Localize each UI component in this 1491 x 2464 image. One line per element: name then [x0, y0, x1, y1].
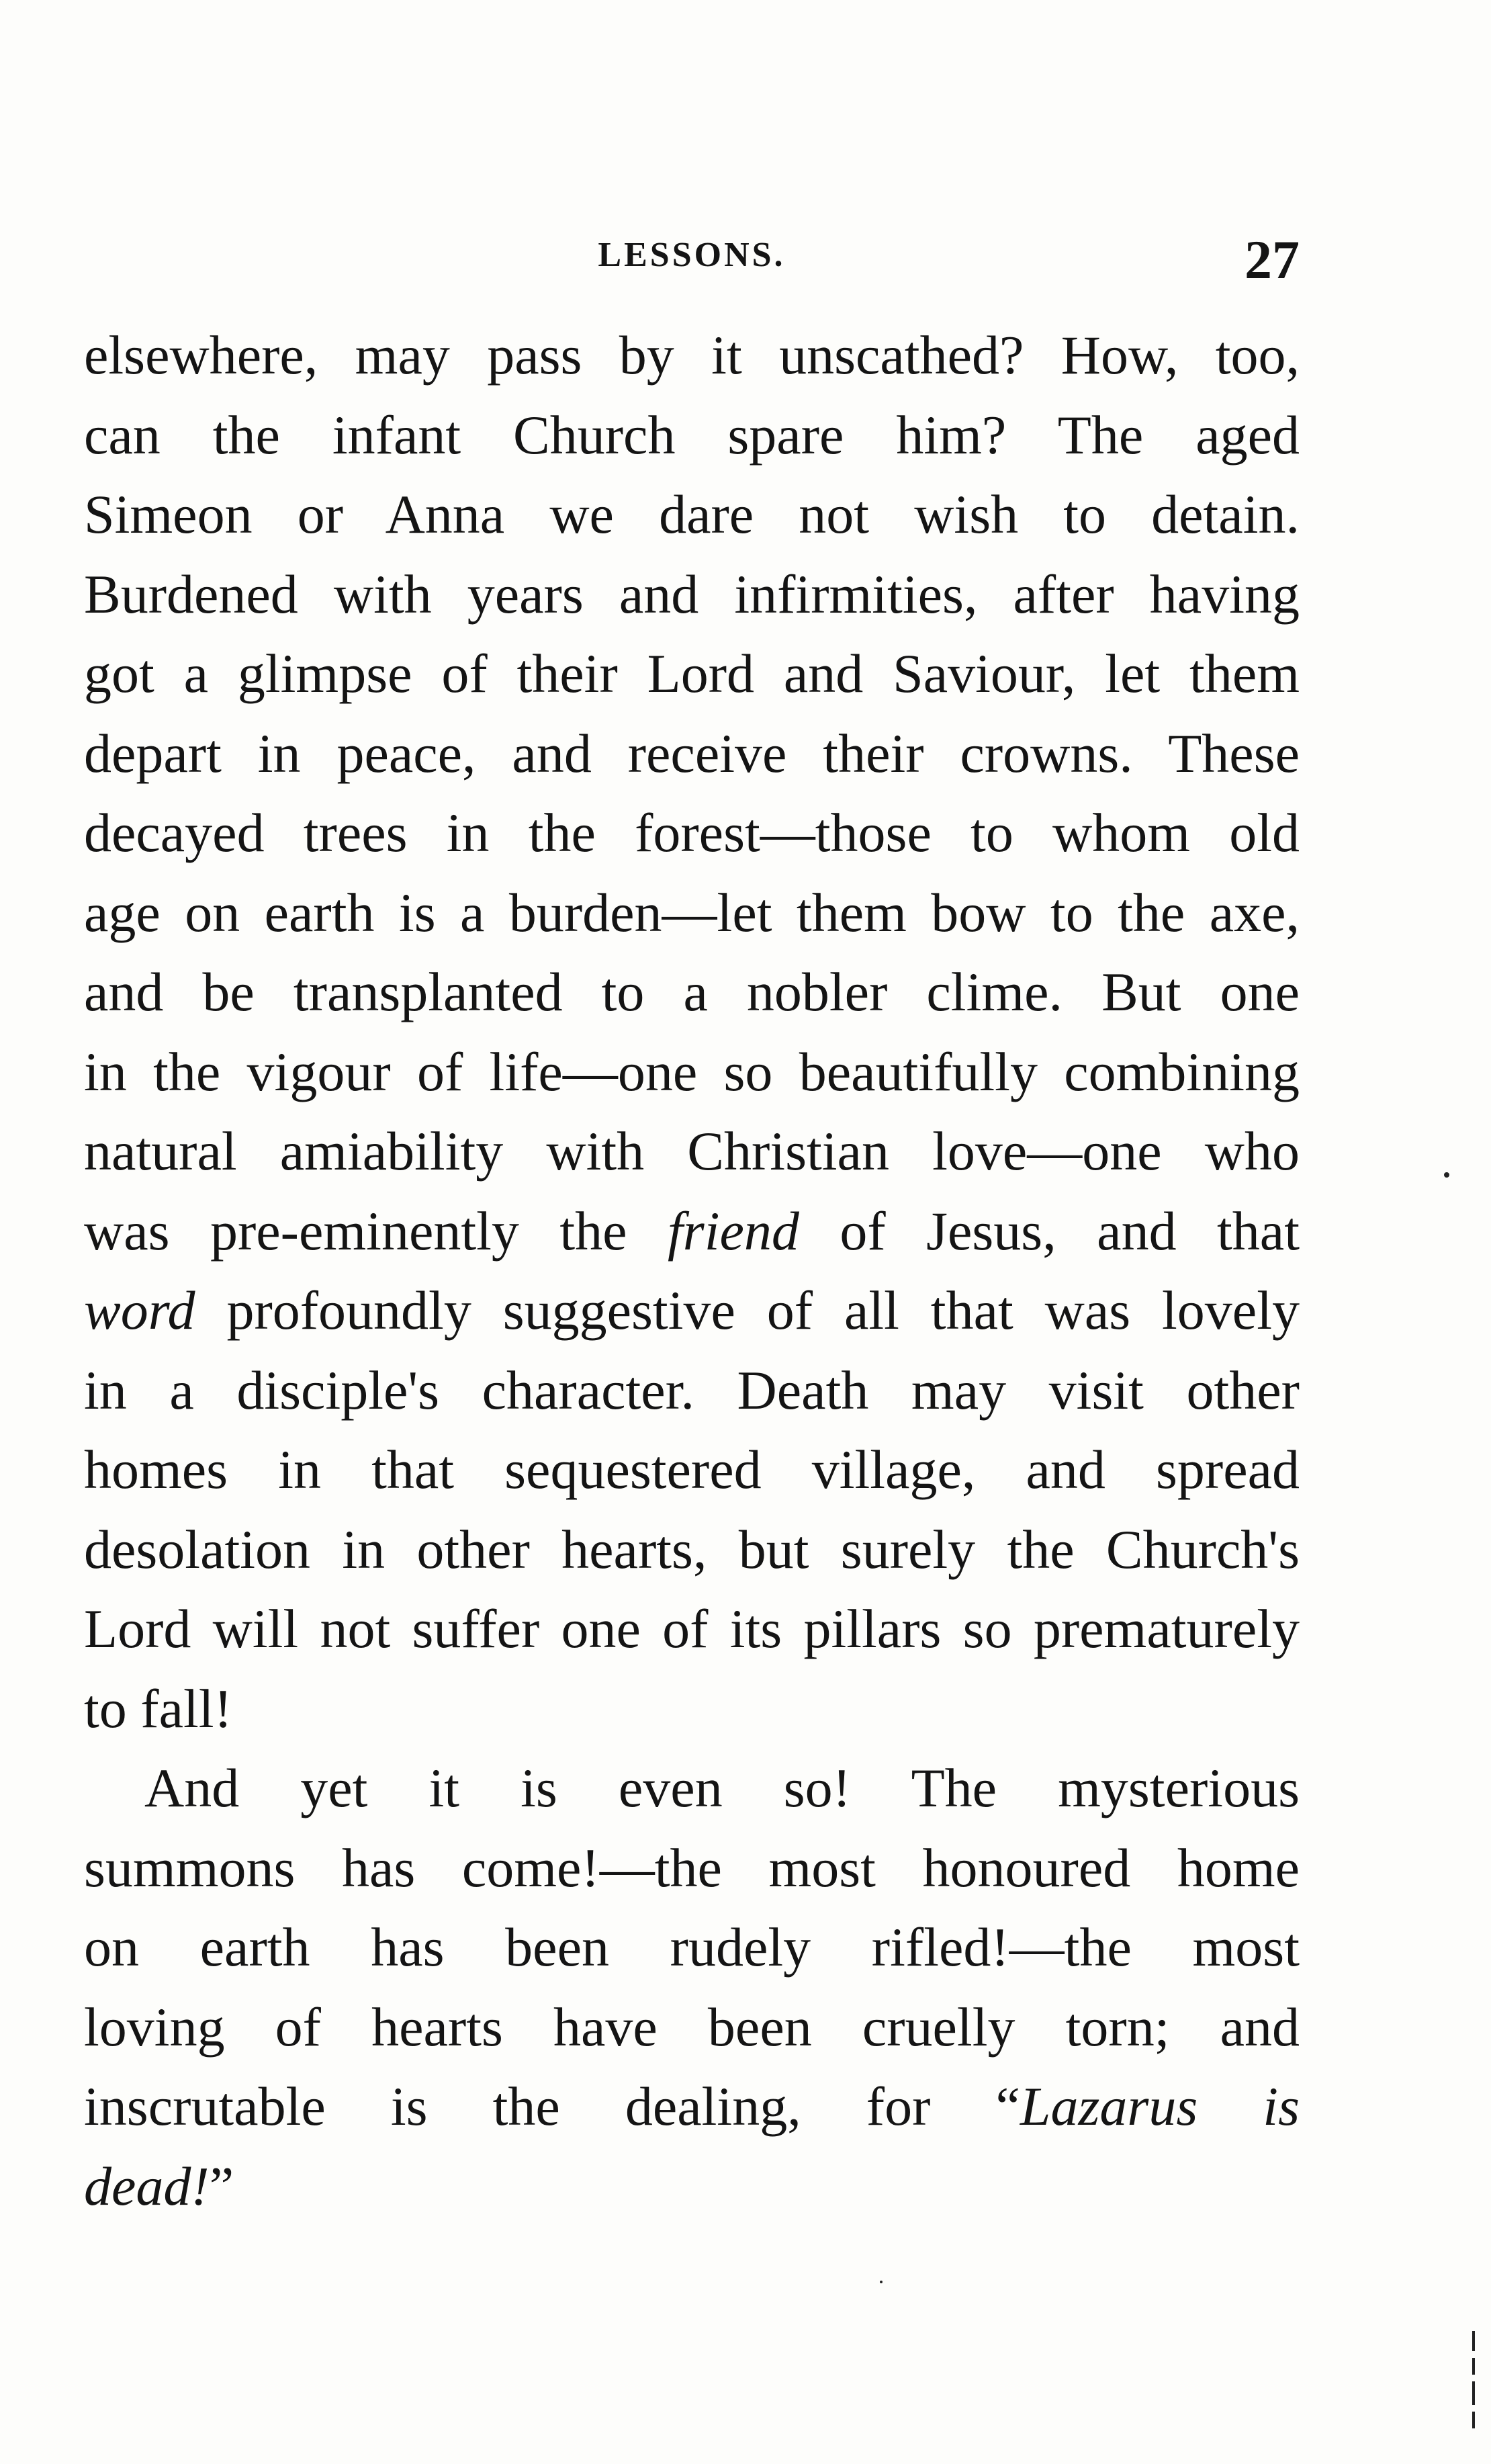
text-line: age on earth is a burden—let them bow to the axe,: [84, 881, 1300, 943]
print-speck: [1444, 1172, 1449, 1178]
text-line: Lord will not suffer one of its pillars so prematurely: [84, 1598, 1300, 1659]
text-line: homes in that sequestered village, and spread: [84, 1439, 1300, 1500]
edge-mark: [1472, 2331, 1475, 2351]
text-line: [84, 2147, 1300, 2227]
closing-quote: ”: [209, 2155, 234, 2217]
paragraph-2: [84, 1749, 1300, 2226]
text-run: was pre-eminently the: [84, 1200, 668, 1262]
running-title: LESSONS.: [598, 236, 786, 274]
italic-phrase: dead!: [84, 2155, 210, 2217]
text-line: and be transplanted to a nobler clime. But one: [84, 961, 1300, 1022]
page-edge-marks: [1470, 2331, 1478, 2432]
text-run: profoundly suggestive of all that was lovely: [195, 1280, 1300, 1341]
text-line: elsewhere, may pass by it unscathed? How, too,: [84, 324, 1300, 386]
paragraph-1: [84, 316, 1300, 1749]
italic-word-word: word: [84, 1280, 195, 1341]
page-number: 27: [1245, 229, 1300, 290]
text-line: on earth has been rudely rifled!—the most: [84, 1917, 1300, 1978]
text-line: Burdened with years and infirmities, after having: [84, 563, 1300, 625]
text-line: And yet it is even so! The mysterious: [144, 1757, 1300, 1818]
text-line: got a glimpse of their Lord and Saviour, let them: [84, 643, 1300, 704]
text-run: inscrutable is the dealing, for “: [84, 2076, 1020, 2137]
edge-mark: [1472, 2412, 1475, 2428]
text-run: of Jesus, and that: [799, 1200, 1300, 1262]
italic-word-friend: friend: [668, 1200, 799, 1262]
text-line: Simeon or Anna we dare not wish to detain.: [84, 484, 1300, 545]
text-line: to fall!: [84, 1677, 232, 1739]
text-line: [84, 2067, 1300, 2147]
body-text: [84, 316, 1300, 2226]
print-speck: [880, 2281, 883, 2283]
text-line: natural amiability with Christian love—one who: [84, 1120, 1300, 1182]
italic-phrase: Lazarus is: [1020, 2076, 1300, 2137]
text-line: decayed trees in the forest—those to whom old: [84, 802, 1300, 863]
text-line: summons has come!—the most honoured home: [84, 1837, 1300, 1898]
text-line: loving of hearts have been cruelly torn; and: [84, 1996, 1300, 2058]
running-head: [84, 228, 1300, 289]
text-line: in the vigour of life—one so beautifully combining: [84, 1041, 1300, 1102]
text-line: [84, 1271, 1300, 1351]
text-line: can the infant Church spare him? The aged: [84, 404, 1300, 466]
text-line: depart in peace, and receive their crowns. These: [84, 722, 1300, 784]
text-line: [84, 1192, 1300, 1272]
edge-mark: [1472, 2381, 1475, 2405]
text-line: desolation in other hearts, but surely the Church's: [84, 1518, 1300, 1580]
text-line: in a disciple's character. Death may visit other: [84, 1359, 1300, 1421]
edge-mark: [1472, 2358, 1475, 2375]
